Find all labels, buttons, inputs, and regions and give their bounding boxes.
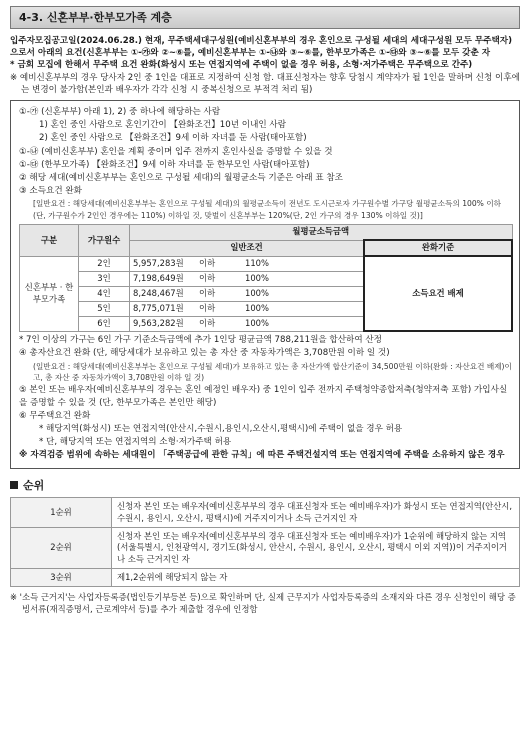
document-page xyxy=(10,6,520,616)
square-bullet-icon xyxy=(10,481,18,489)
req-newlywed: ①-㉮ (신혼부부) 아래 1), 2) 중 하나에 해당하는 사람 xyxy=(19,107,221,118)
req-verification-scope: ※ 자격검증 범위에 속하는 세대원이 「주택공급에 관한 규칙」에 따른 주택건설지역 또는 연접지역에 주택을 소유하지 않은 경우 xyxy=(19,450,505,461)
row-percent: 100% xyxy=(242,271,364,286)
req-income-relax: ③ 소득요건 완화 xyxy=(19,186,82,197)
rank-heading xyxy=(10,478,520,494)
row-count: 4인 xyxy=(79,286,130,301)
table-row xyxy=(11,568,520,586)
row-condition: 이하 xyxy=(196,271,242,286)
row-count: 6인 xyxy=(79,316,130,331)
row-amount: 8,248,467원 xyxy=(130,286,197,301)
th-monthly-income: 월평균소득금액 xyxy=(130,225,513,241)
income-table xyxy=(19,224,513,332)
req-subscription-savings: ⑤ 본인 또는 배우자(예비신혼부부의 경우는 혼인 예정인 배우자) 중 1인이 입주 전까지 주택청약종합저축(청약저축 포함) 가입사실을 증명할 수 있을 것 (단, 한부모가족은 본인만 해당) xyxy=(19,385,508,408)
rank-key: 2순위 xyxy=(11,527,112,568)
req-asset-relax: ④ 총자산요건 완화 (단, 해당세대가 보유하고 있는 총 자산 중 자동차가액은 3,708만원 이하 일 것) xyxy=(19,348,390,359)
th-general-condition: 일반조건 xyxy=(130,240,365,256)
row-count: 5인 xyxy=(79,301,130,316)
rank-value: 제1,2순위에 해당되지 않는 자 xyxy=(112,568,520,586)
rank-key: 3순위 xyxy=(11,568,112,586)
section-title: 4-3. 신혼부부·한부모가족 계층 xyxy=(10,6,520,29)
rank-table xyxy=(10,497,520,587)
table-row xyxy=(11,527,520,568)
th-relaxed-standard: 완화기준 xyxy=(364,240,512,256)
table-row xyxy=(11,498,520,528)
req-pre-newlywed: ①-㉯ (예비신혼부부) 혼인을 계획 중이며 입주 전까지 혼인사실을 증명할 수 있을 것 xyxy=(19,146,333,157)
req-homeless-relax-1: * 해당지역(화성시) 또는 연접지역(안산시,수원시,용인시,오산시,평택시)에 주택이 없을 경우 허용 xyxy=(39,424,403,435)
row-percent: 100% xyxy=(242,316,364,331)
relaxed-standard-cell: 소득요건 배제 xyxy=(364,256,512,331)
req-newlywed-1: 1) 혼인 중인 사람으로 혼인기간이 【완화조건】10년 이내인 사람 xyxy=(39,120,287,131)
rank-key: 1순위 xyxy=(11,498,112,528)
row-percent: 100% xyxy=(242,286,364,301)
req-single-parent: ①-㉰ (한부모가족) 【완화조건】9세 이하 자녀를 둔 한부모인 사람(태아포함) xyxy=(19,159,310,170)
intro-note-reference: ※ 예비신혼부부의 경우 당사자 2인 중 1인을 대표로 지정하여 신청 함. 대표신청자는 향후 당첨시 계약자가 될 1인을 말하며 신청 이후에는 변경이 불가함(본인과 배우자가 각각 신청 시 중복신청으로 부적격 처리 됨) xyxy=(10,72,520,95)
row-amount: 9,563,282원 xyxy=(130,316,197,331)
req-income-general-note: [일반요건 : 해당세대(예비신혼부부는 혼인으로 구성될 세대)의 월평균소득이 전년도 도시근로자 가구원수별 가구당 월평균소득의 100% 이하(단, 가구원수가 2인인 경우에는 110%) 이하일 것, 맞벌이 신혼부부는 120%(단, 2인 가구의 경우 130% 이하일 것)] xyxy=(33,199,501,220)
income-basis-footnote: ※ '소득 근거지'는 사업자등록증(법인등기부등본 등)으로 확인하며 단, 실제 근무지가 사업자등록증의 소재지와 다른 경우 신청인이 해당 증빙서류(재직증명서, 근로계약서 등)를 추가 제출할 경우에 인정함 xyxy=(10,592,516,615)
row-count: 3인 xyxy=(79,271,130,286)
rank-value: 신청자 본인 또는 배우자(예비신혼부부의 경우 대표신청자 또는 예비배우자)가 화성시 또는 연접지역(안산시, 수원시, 용인시, 오산시, 평택시)에 거주지이거나 소득 근거지인 자 xyxy=(112,498,520,528)
row-amount: 5,957,283원 xyxy=(130,256,197,271)
req-newlywed-2: 2) 혼인 중인 사람으로 【완화조건】9세 이하 자녀를 둔 사람(태아포함) xyxy=(39,133,307,144)
group-label: 신혼부부 · 한부모가족 xyxy=(20,256,79,331)
row-condition: 이하 xyxy=(196,286,242,301)
row-amount: 8,775,071원 xyxy=(130,301,197,316)
req-homeless-relax: ⑥ 무주택요건 완화 xyxy=(19,410,91,421)
th-household-count: 가구원수 xyxy=(79,225,130,257)
row-percent: 100% xyxy=(242,301,364,316)
th-gubun: 구분 xyxy=(20,225,79,257)
table-footnote: * 7인 이상의 가구는 6인 가구 기준소득금액에 추가 1인당 평균금액 788,211원을 합산하여 산정 xyxy=(19,335,382,346)
rank-value: 신청자 본인 또는 배우자(예비신혼부부의 경우 대표신청자 또는 예비배우자)가 1순위에 해당하지 않는 지역(서울특별시, 인천광역시, 경기도(화성시, 안산시, 수원시, 용인시, 오산시, 평택시 이외 지역))이 거주지이거나 소득 근거지인 자 xyxy=(112,527,520,568)
row-condition: 이하 xyxy=(196,256,242,271)
row-percent: 110% xyxy=(242,256,364,271)
row-condition: 이하 xyxy=(196,301,242,316)
req-income-standard: ② 해당 세대(예비신혼부부는 혼인으로 구성될 세대)의 월평균소득 기준은 아래 표 참조 xyxy=(19,173,343,184)
rank-heading-label: 순위 xyxy=(23,478,45,492)
req-asset-general-note: (일반요건 : 해당세대(예비신혼부부는 혼인으로 구성될 세대)가 보유하고 있는 총 자산가액 합산기준이 34,500만원 이하(완화 : 자산요건 배제)이고, 총 자산 중 자동차가액이 3,708만원 이하 일 것) xyxy=(33,361,512,383)
row-condition: 이하 xyxy=(196,316,242,331)
req-homeless-relax-2: * 단, 해당지역 또는 연접지역의 소형·저가주택 허용 xyxy=(39,437,232,448)
intro-paragraph: 입주자모집공고일(2024.06.28.) 현재, 무주택세대구성원(예비신혼부부의 경우 혼인으로 구성될 세대의 세대구성원 모두 무주택자)으로서 아래의 요건(신혼부부는 ①-㉮와 ②~⑥를, 예비신혼부부는 ①-㉯와 ③~⑥를, 한부모가족은 ①-㉰와 ③~⑥를 모두 갖춘 자 xyxy=(10,36,513,59)
intro-note-asterisk: * 금회 모집에 한해서 무주택 요건 완화(화성시 또는 연접지역에 주택이 없을 경우 허용, 소형·저가주택은 무주택으로 간주) xyxy=(10,60,473,71)
row-count: 2인 xyxy=(79,256,130,271)
row-amount: 7,198,649원 xyxy=(130,271,197,286)
table-row xyxy=(20,256,513,271)
requirements-box xyxy=(10,100,520,469)
